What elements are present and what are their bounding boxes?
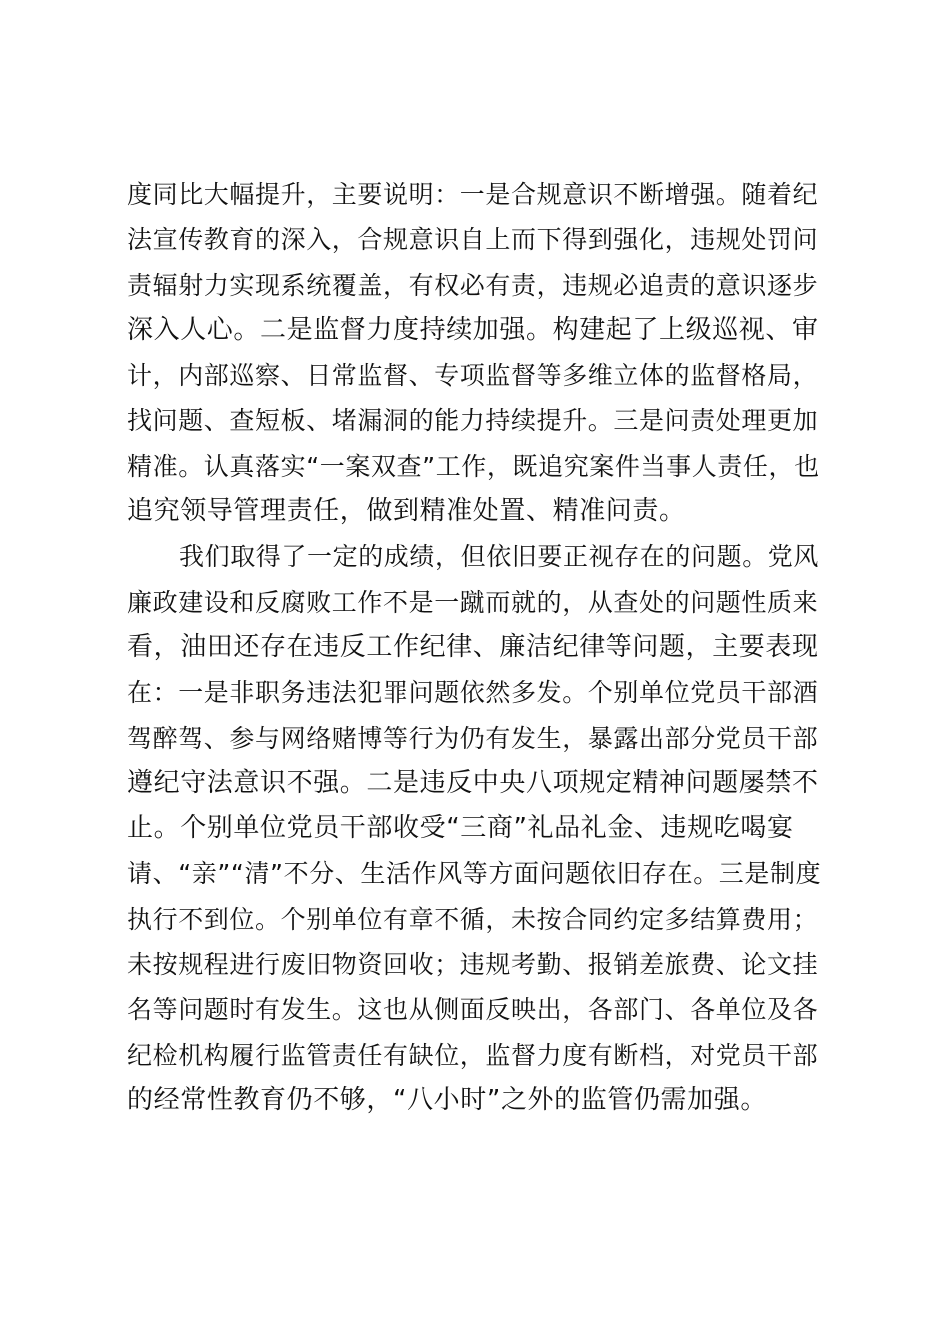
text-line: 精准。认真落实“一案双查”工作，既追究案件当事人责任，也	[127, 451, 820, 481]
text-line: 计，内部巡察、日常监督、专项监督等多维立体的监督格局，	[127, 361, 819, 391]
text-line: 法宣传教育的深入，合规意识自上而下得到强化，违规处罚问	[127, 225, 819, 255]
text-line: 止。个别单位党员干部收受“三商”礼品礼金、违规吃喝宴	[127, 813, 794, 844]
text-line: 名等问题时有发生。这也从侧面反映出，各部门、各单位及各	[127, 995, 819, 1025]
text-line: 度同比大幅提升，主要说明：一是合规意识不断增强。随着纪	[127, 180, 819, 209]
text-line: 深入人心。二是监督力度持续加强。构建起了上级巡视、审	[127, 314, 819, 345]
text-line: 廉政建设和反腐败工作不是一蹴而就的，从查处的问题性质来	[127, 587, 819, 617]
text-line: 遵纪守法意识不强。二是违反中央八项规定精神问题屡禁不	[127, 767, 819, 798]
paragraph-1	[127, 172, 827, 534]
paragraph-2	[127, 534, 827, 1123]
text-line: 我们取得了一定的成绩，但依旧要正视存在的问题。党风	[179, 542, 820, 572]
text-line: 未按规程进行废旧物资回收；违规考勤、报销差旅费、论文挂	[127, 950, 819, 980]
body-text	[127, 172, 827, 1123]
text-line: 在：一是非职务违法犯罪问题依然多发。个别单位党员干部酒	[127, 678, 819, 708]
text-line: 的经常性教育仍不够，“八小时”之外的监管仍需加强。	[127, 1084, 767, 1115]
text-line: 责辐射力实现系统覆盖，有权必有责，违规必追责的意识逐步	[127, 270, 819, 300]
text-line: 看，油田还存在违反工作纪律、廉洁纪律等问题，主要表现	[127, 631, 819, 662]
text-line: 驾醉驾、参与网络赌博等行为仍有发生，暴露出部分党员干部	[127, 723, 819, 753]
text-line: 追究领导管理责任，做到精准处置、精准问责。	[127, 496, 686, 527]
text-line: 执行不到位。个别单位有章不循，未按合同约定多结算费用；	[127, 904, 819, 934]
text-line: 请、“亲”“清”不分、生活作风等方面问题依旧存在。三是制度	[127, 859, 822, 889]
text-line: 纪检机构履行监管责任有缺位，监督力度有断档，对党员干部	[127, 1040, 819, 1070]
text-line: 找问题、查短板、堵漏洞的能力持续提升。三是问责处理更加	[127, 406, 819, 436]
